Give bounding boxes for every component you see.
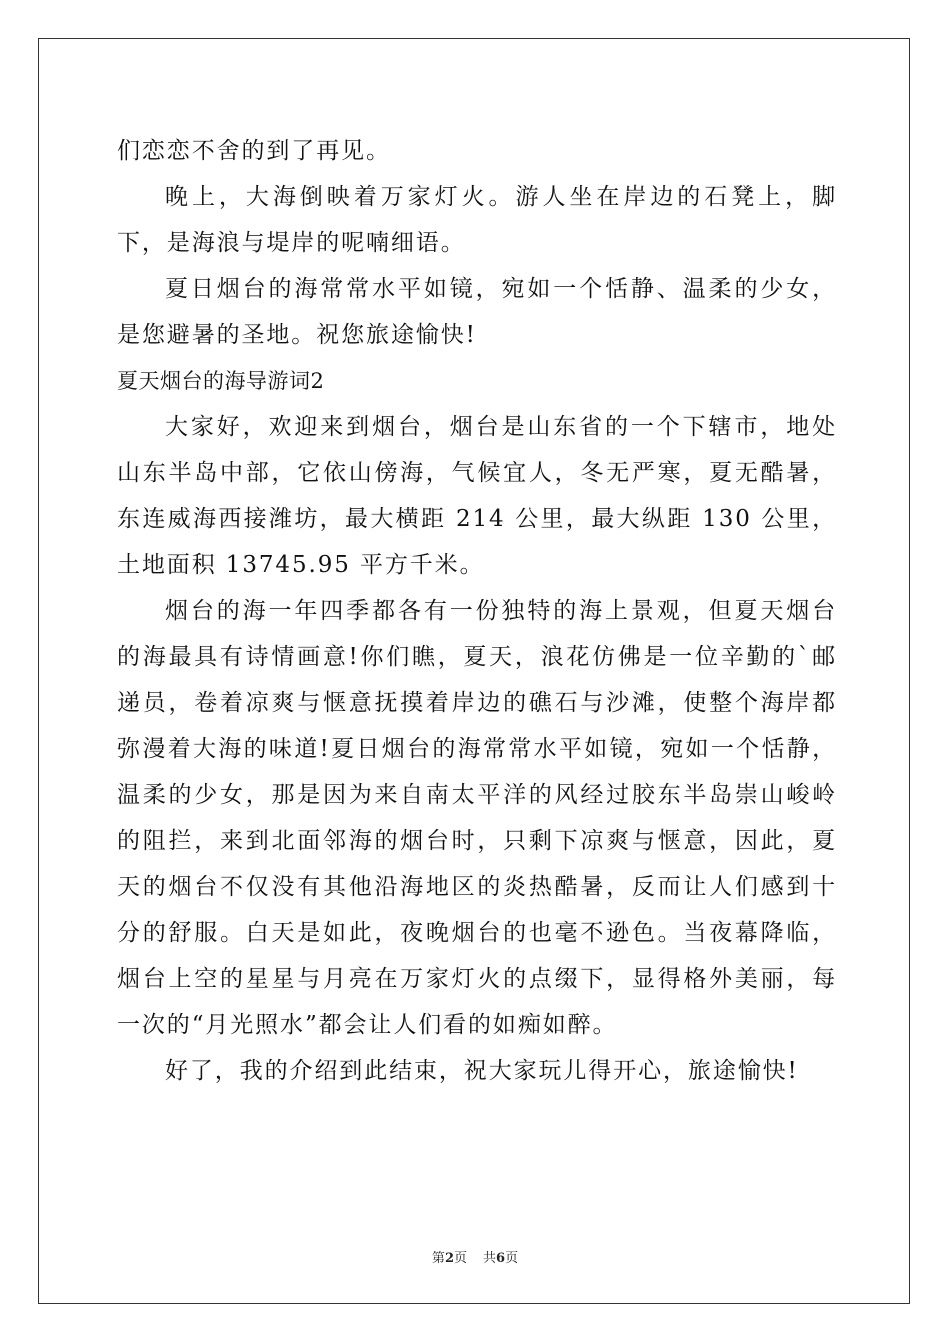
paragraph: 夏日烟台的海常常水平如镜，宛如一个恬静、温柔的少女，是您避暑的圣地。祝您旅途愉快!	[117, 276, 837, 348]
footer-total-suffix: 页	[505, 1251, 519, 1266]
paragraph: 们恋恋不舍的到了再见。	[117, 138, 391, 164]
footer-page-suffix: 页	[453, 1251, 467, 1266]
paragraph: 大家好，欢迎来到烟台，烟台是山东省的一个下辖市，地处山东半岛中部，它依山傍海，气候宜人，冬无严寒，夏无酷暑，东连威海西接潍坊，最大横距 214 公里，最大纵距 130 公里，土地面积 13745.95 平方千米。	[117, 414, 837, 578]
paragraph: 晚上，大海倒映着万家灯火。游人坐在岸边的石凳上，脚下，是海浪与堤岸的呢喃细语。	[117, 184, 837, 256]
paragraph: 好了，我的介绍到此结束，祝大家玩儿得开心，旅途愉快!	[165, 1058, 799, 1084]
paragraph: 烟台的海一年四季都各有一份独特的海上景观，但夏天烟台的海最具有诗情画意!你们瞧，夏天，浪花仿佛是一位辛勤的`邮递员，卷着凉爽与惬意抚摸着岸边的礁石与沙滩，使整个海岸都弥漫着大海的味道!夏日烟台的海常常水平如镜，宛如一个恬静，温柔的少女，那是因为来自南太平洋的风经过胶东半岛崇山峻岭的阻拦，来到北面邻海的烟台时，只剩下凉爽与惬意，因此，夏天的烟台不仅没有其他沿海地区的炎热酷暑，反而让人们感到十分的舒服。白天是如此，夜晚烟台的也毫不逊色。当夜幕降临，烟台上空的星星与月亮在万家灯火的点缀下，显得格外美丽，每一次的“月光照水”都会让人们看的如痴如醉。	[117, 598, 837, 1038]
total-page-count: 6	[496, 1251, 506, 1266]
current-page-number: 2	[444, 1251, 454, 1266]
footer-prefix: 第	[431, 1251, 445, 1266]
section-heading: 夏天烟台的海导游词2	[117, 369, 325, 393]
document-body	[117, 128, 837, 1094]
page-footer	[0, 1247, 950, 1266]
footer-total-prefix: 共	[483, 1251, 497, 1266]
